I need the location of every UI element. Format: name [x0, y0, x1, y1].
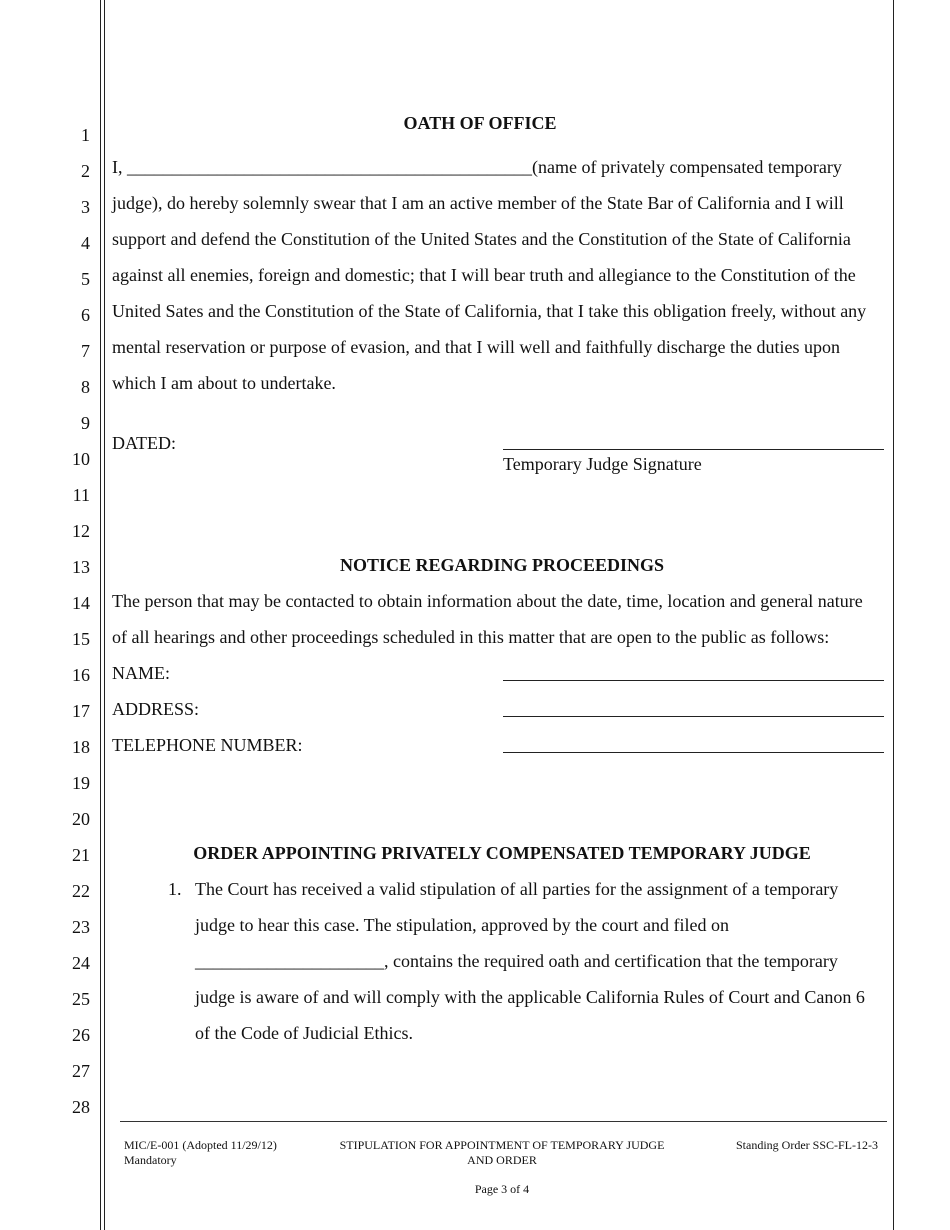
name-field-line[interactable]: [503, 680, 884, 681]
line-number: 15: [72, 629, 90, 649]
oath-line-1: I, _____________________________________________(name of privately compensated temporary: [112, 157, 842, 177]
line-number: 3: [81, 197, 90, 217]
signature-line: [503, 449, 884, 450]
line-number: 25: [72, 989, 90, 1009]
line-number: 23: [72, 917, 90, 937]
margin-rule-left-inner: [104, 0, 105, 1230]
line-number: 28: [72, 1097, 90, 1117]
line-number: 8: [81, 377, 90, 397]
line-number: 19: [72, 773, 90, 793]
footer-form-id: MIC/E-001 (Adopted 11/29/12): [124, 1138, 277, 1152]
order-line-2: judge to hear this case. The stipulation, approved by the court and filed on: [195, 915, 730, 935]
signature-caption: Temporary Judge Signature: [503, 454, 702, 474]
order-line-4: judge is aware of and will comply with the applicable California Rules of Court and Canon 6: [195, 987, 865, 1007]
footer-page-number: Page 3 of 4: [474, 1182, 530, 1196]
name-label: NAME:: [112, 663, 170, 683]
oath-line-6: mental reservation or purpose of evasion, and that I will well and faithfully discharge the duties upon: [112, 337, 840, 357]
line-number: 20: [72, 809, 90, 829]
line-number: 2: [81, 161, 90, 181]
line-number: 22: [72, 881, 90, 901]
oath-title: OATH OF OFFICE: [403, 113, 557, 133]
line-number: 11: [72, 485, 90, 505]
line-number: 9: [81, 413, 90, 433]
oath-line-2: judge), do hereby solemnly swear that I am an active member of the State Bar of California and I will: [112, 193, 844, 213]
telephone-field-line[interactable]: [503, 752, 884, 753]
oath-line-7: which I am about to undertake.: [112, 373, 336, 393]
address-field-line[interactable]: [503, 716, 884, 717]
order-line-5: of the Code of Judicial Ethics.: [195, 1023, 413, 1043]
notice-title: NOTICE REGARDING PROCEEDINGS: [339, 555, 665, 575]
footer-standing-order: Standing Order SSC-FL-12-3: [736, 1138, 878, 1152]
line-number: 21: [72, 845, 90, 865]
line-number: 17: [72, 701, 90, 721]
line-number: 5: [81, 269, 90, 289]
telephone-label: TELEPHONE NUMBER:: [112, 735, 303, 755]
address-label: ADDRESS:: [112, 699, 200, 719]
oath-line-3: support and defend the Constitution of the United States and the Constitution of the State of California: [112, 229, 851, 249]
order-item-number: 1.: [168, 879, 182, 899]
line-number: 7: [81, 341, 90, 361]
notice-line-2: of all hearings and other proceedings scheduled in this matter that are open to the public as follows:: [112, 627, 830, 647]
footer-doc-title-line1: STIPULATION FOR APPOINTMENT OF TEMPORARY JUDGE: [339, 1138, 665, 1152]
margin-rule-right: [893, 0, 894, 1230]
dated-label: DATED:: [112, 433, 176, 453]
margin-rule-left-outer: [100, 0, 101, 1230]
order-title: ORDER APPOINTING PRIVATELY COMPENSATED TEMPORARY JUDGE: [193, 843, 811, 863]
line-number: 14: [72, 593, 90, 613]
footer-doc-title-line2: AND ORDER: [467, 1153, 537, 1167]
line-number: 12: [72, 521, 90, 541]
line-number: 16: [72, 665, 90, 685]
line-number: 26: [72, 1025, 90, 1045]
line-number: 10: [72, 449, 90, 469]
notice-line-1: The person that may be contacted to obtain information about the date, time, location and general nature: [112, 591, 863, 611]
oath-line-4: against all enemies, foreign and domestic; that I will bear truth and allegiance to the Constitution of the: [112, 265, 856, 285]
order-line-1: The Court has received a valid stipulation of all parties for the assignment of a temporary: [195, 879, 839, 899]
line-number: 13: [72, 557, 90, 577]
line-number: 18: [72, 737, 90, 757]
oath-line-5: United Sates and the Constitution of the State of California, that I take this obligation freely, without any: [112, 301, 867, 321]
line-number: 24: [72, 953, 90, 973]
line-number: 1: [81, 125, 90, 145]
footer-form-status: Mandatory: [124, 1153, 177, 1167]
line-number: 6: [81, 305, 90, 325]
line-number: 4: [81, 233, 90, 253]
line-number: 27: [72, 1061, 90, 1081]
order-line-3: _____________________, contains the required oath and certification that the temporary: [195, 951, 838, 971]
footer-rule: [120, 1121, 887, 1122]
